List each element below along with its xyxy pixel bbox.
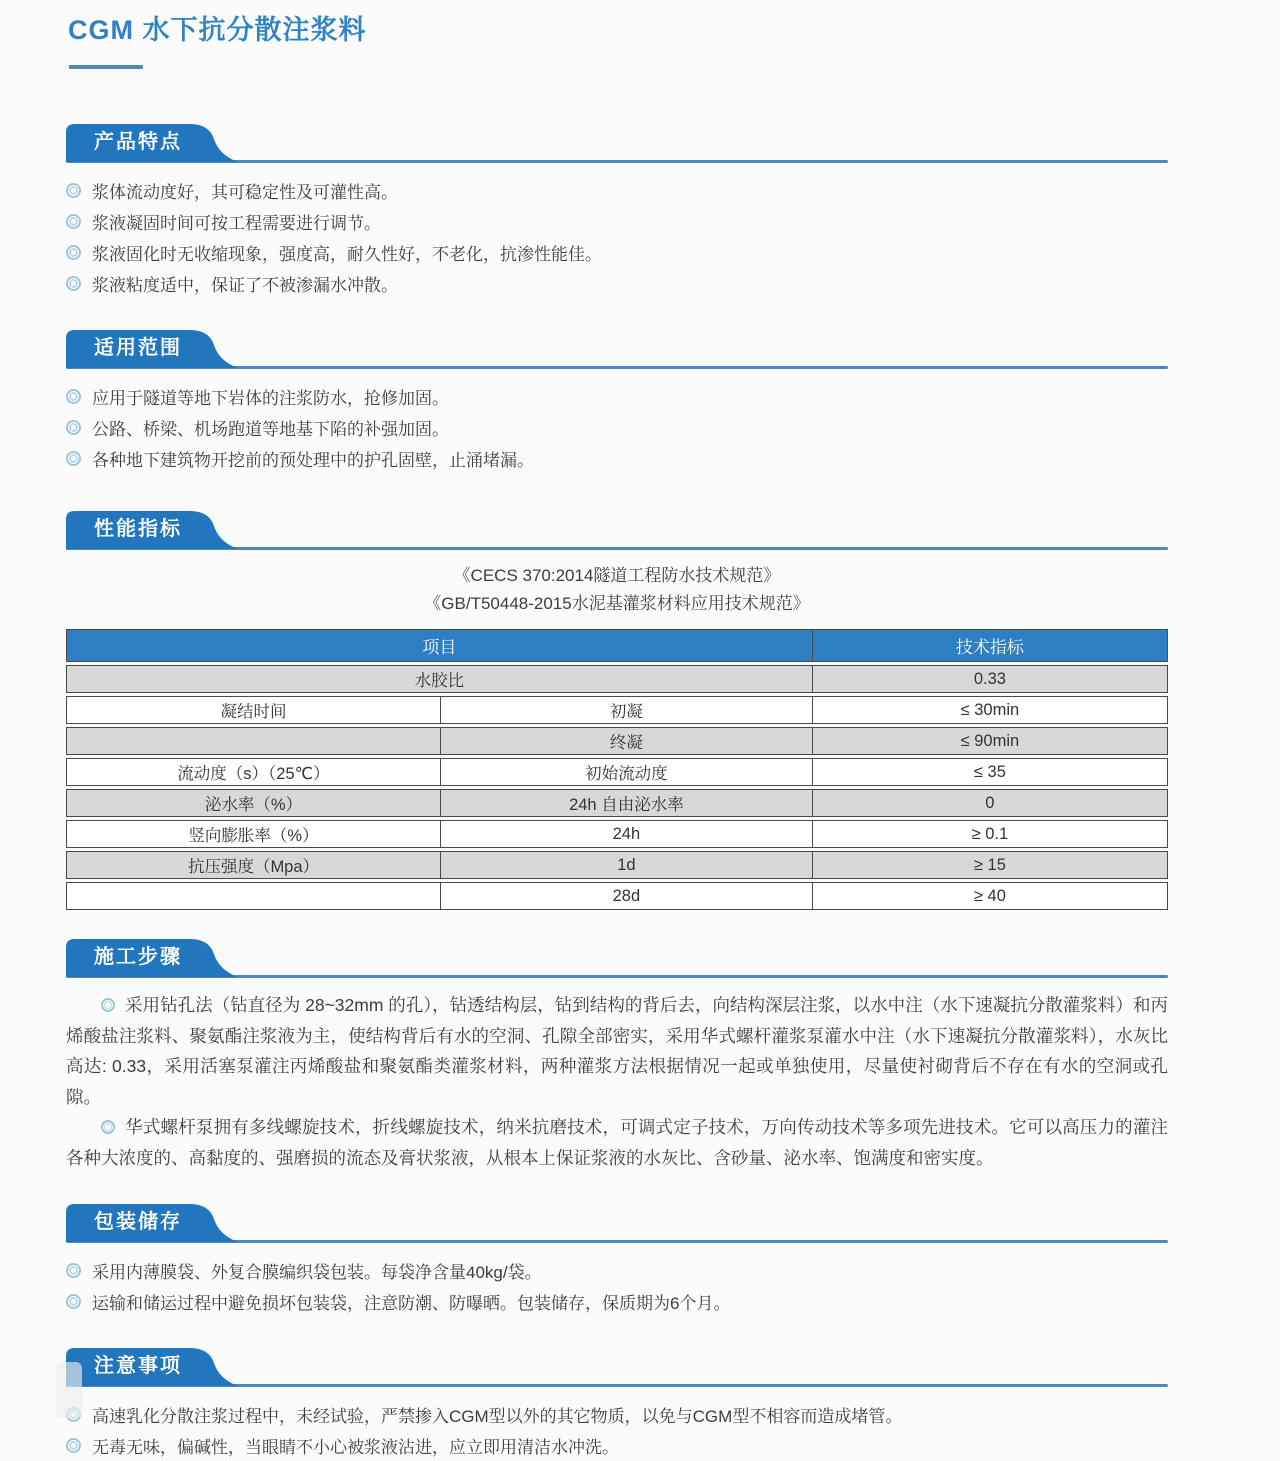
list-item xyxy=(66,268,1168,299)
table-cell: ≤ 30min xyxy=(960,700,1020,719)
document-page xyxy=(0,14,1280,1461)
list-item xyxy=(66,206,1168,237)
bullet-icon xyxy=(66,1294,81,1309)
table-header-cell: 项目 xyxy=(67,630,813,661)
paragraph xyxy=(66,1112,1168,1173)
table-cell: ≥ 15 xyxy=(973,855,1006,874)
section-header-label: 产品特点 xyxy=(94,131,182,153)
bullet-text: 浆液固化时无收缩现象，强度高，耐久性好，不老化，抗渗性能佳。 xyxy=(92,245,602,264)
list-item xyxy=(66,1430,1168,1461)
section-header-construction xyxy=(66,938,1168,978)
table-row xyxy=(66,727,1168,755)
bullet-icon xyxy=(66,451,81,466)
bullet-text: 运输和储运过程中避免损坏包装袋，注意防潮、防曝晒。包装储存，保质期为6个月。 xyxy=(92,1294,731,1313)
section-header-packaging xyxy=(66,1203,1168,1243)
list-item xyxy=(66,1255,1168,1286)
paragraph-text: 采用钻孔法（钻直径为 28~32mm 的孔），钻透结构层，钻到结构的背后去，向结构深层注浆，以水中注（水下速凝抗分散灌浆料）和丙烯酸盐注浆料、聚氨酯注浆液为主，使结构背后有水的空洞、孔隙全部密实，采用华式螺杆灌浆泵灌水中注（水下速凝抗分散灌浆料），水灰比高达: 0.33，采用活塞泵灌注丙烯酸盐和聚氨酯类灌浆材料，两种灌浆方法根据情况一起或单独使用，尽量使衬砌背后不存在有水的空洞或孔隙。 xyxy=(66,995,1168,1107)
section-tab xyxy=(66,124,238,162)
table-cell: 初凝 xyxy=(441,697,813,723)
bullet-icon xyxy=(66,1438,81,1453)
table-cell: 流动度（s）（25℃） xyxy=(67,759,441,785)
section-header-notes xyxy=(66,1347,1168,1387)
page-title: CGM 水下抗分散注浆料 xyxy=(68,15,367,45)
section-header-scope xyxy=(66,329,1168,369)
bullet-icon xyxy=(101,998,115,1012)
scan-artifact xyxy=(56,1362,82,1418)
scope-list xyxy=(66,381,1168,474)
section-header-label: 包装储存 xyxy=(94,1211,182,1233)
list-item xyxy=(66,237,1168,268)
section-header-label: 适用范围 xyxy=(94,337,182,359)
table-cell: ≤ 35 xyxy=(973,762,1006,781)
table-cell: 24h xyxy=(441,821,813,847)
bullet-icon xyxy=(66,1263,81,1278)
section-header-label: 注意事项 xyxy=(94,1355,182,1377)
table-cell: 0.33 xyxy=(973,669,1006,688)
table-row xyxy=(66,851,1168,879)
bullet-text: 应用于隧道等地下岩体的注浆防水，抢修加固。 xyxy=(92,389,449,408)
bullet-text: 采用内薄膜袋、外复合膜编织袋包装。每袋净含量40kg/袋。 xyxy=(92,1263,542,1282)
bullet-text: 各种地下建筑物开挖前的预处理中的护孔固壁，止涌堵漏。 xyxy=(92,451,534,470)
paragraph xyxy=(66,990,1168,1112)
section-header-performance xyxy=(66,510,1168,550)
bullet-icon xyxy=(66,420,81,435)
table-cell: 凝结时间 xyxy=(67,697,441,723)
table-cell: 28d xyxy=(441,883,813,909)
table-header-row xyxy=(66,629,1168,662)
table-cell xyxy=(67,883,441,909)
table-cell: 抗压强度（Mpa） xyxy=(67,852,441,878)
table-row xyxy=(66,882,1168,910)
table-cell: ≤ 90min xyxy=(960,731,1020,750)
table-header-cell: 技术指标 xyxy=(955,638,1024,657)
section-tab xyxy=(66,1348,238,1386)
bullet-icon xyxy=(101,1120,115,1134)
table-cell: 1d xyxy=(441,852,813,878)
table-row xyxy=(66,665,1168,693)
bullet-icon xyxy=(66,276,81,291)
table-row xyxy=(66,696,1168,724)
list-item xyxy=(66,381,1168,412)
list-item xyxy=(66,412,1168,443)
packaging-list xyxy=(66,1255,1168,1317)
bullet-text: 浆体流动度好，其可稳定性及可灌性高。 xyxy=(92,183,398,202)
table-cell: 24h 自由泌水率 xyxy=(441,790,813,816)
bullet-icon xyxy=(66,389,81,404)
bullet-icon xyxy=(66,245,81,260)
table-row xyxy=(66,758,1168,786)
table-cell: 泌水率（%） xyxy=(67,790,441,816)
paragraph-text: 华式螺杆泵拥有多线螺旋技术，折线螺旋技术，纳米抗磨技术，可调式定子技术，万向传动技术等多项先进技术。它可以高压力的灌注各种大浓度的、高黏度的、强磨损的流态及膏状浆液，从根本上保证浆液的水灰比、含砂量、泌水率、饱满度和密实度。 xyxy=(66,1117,1168,1168)
bullet-text: 公路、桥梁、机场跑道等地基下陷的补强加固。 xyxy=(92,420,449,439)
section-tab xyxy=(66,939,238,977)
bullet-icon xyxy=(66,183,81,198)
standard-line: 《CECS 370:2014隧道工程防水技术规范》 xyxy=(453,566,781,585)
bullet-text: 浆液凝固时间可按工程需要进行调节。 xyxy=(92,214,381,233)
title-underline xyxy=(69,65,143,69)
section-tab xyxy=(66,511,238,549)
bullet-text: 高速乳化分散注浆过程中，未经试验，严禁掺入CGM型以外的其它物质，以免与CGM型不相容而造成堵管。 xyxy=(92,1407,903,1426)
bullet-icon xyxy=(66,214,81,229)
section-tab xyxy=(66,330,238,368)
standards-block xyxy=(66,562,1168,618)
table-cell xyxy=(67,728,441,754)
section-header-label: 施工步骤 xyxy=(94,946,182,968)
table-cell: 0 xyxy=(985,793,995,812)
section-header-features xyxy=(66,123,1168,163)
list-item xyxy=(66,443,1168,474)
table-cell: ≥ 40 xyxy=(973,886,1006,905)
bullet-text: 浆液粘度适中，保证了不被渗漏水冲散。 xyxy=(92,276,398,295)
section-tab xyxy=(66,1204,238,1242)
table-cell: 终凝 xyxy=(441,728,813,754)
construction-paragraphs xyxy=(66,990,1168,1173)
table-cell: 初始流动度 xyxy=(441,759,813,785)
list-item xyxy=(66,1286,1168,1317)
features-list xyxy=(66,175,1168,299)
performance-table xyxy=(66,629,1168,910)
table-cell: 水胶比 xyxy=(67,666,813,692)
notes-list xyxy=(66,1399,1168,1461)
standard-line: 《GB/T50448-2015水泥基灌浆材料应用技术规范》 xyxy=(424,594,810,613)
bullet-text: 无毒无味，偏碱性，当眼睛不小心被浆液沾进，应立即用清洁水冲洗。 xyxy=(92,1438,619,1457)
table-cell: 竖向膨胀率（%） xyxy=(67,821,441,847)
table-row xyxy=(66,789,1168,817)
list-item xyxy=(66,175,1168,206)
table-row xyxy=(66,820,1168,848)
section-header-label: 性能指标 xyxy=(94,518,182,540)
table-cell: ≥ 0.1 xyxy=(971,824,1009,843)
